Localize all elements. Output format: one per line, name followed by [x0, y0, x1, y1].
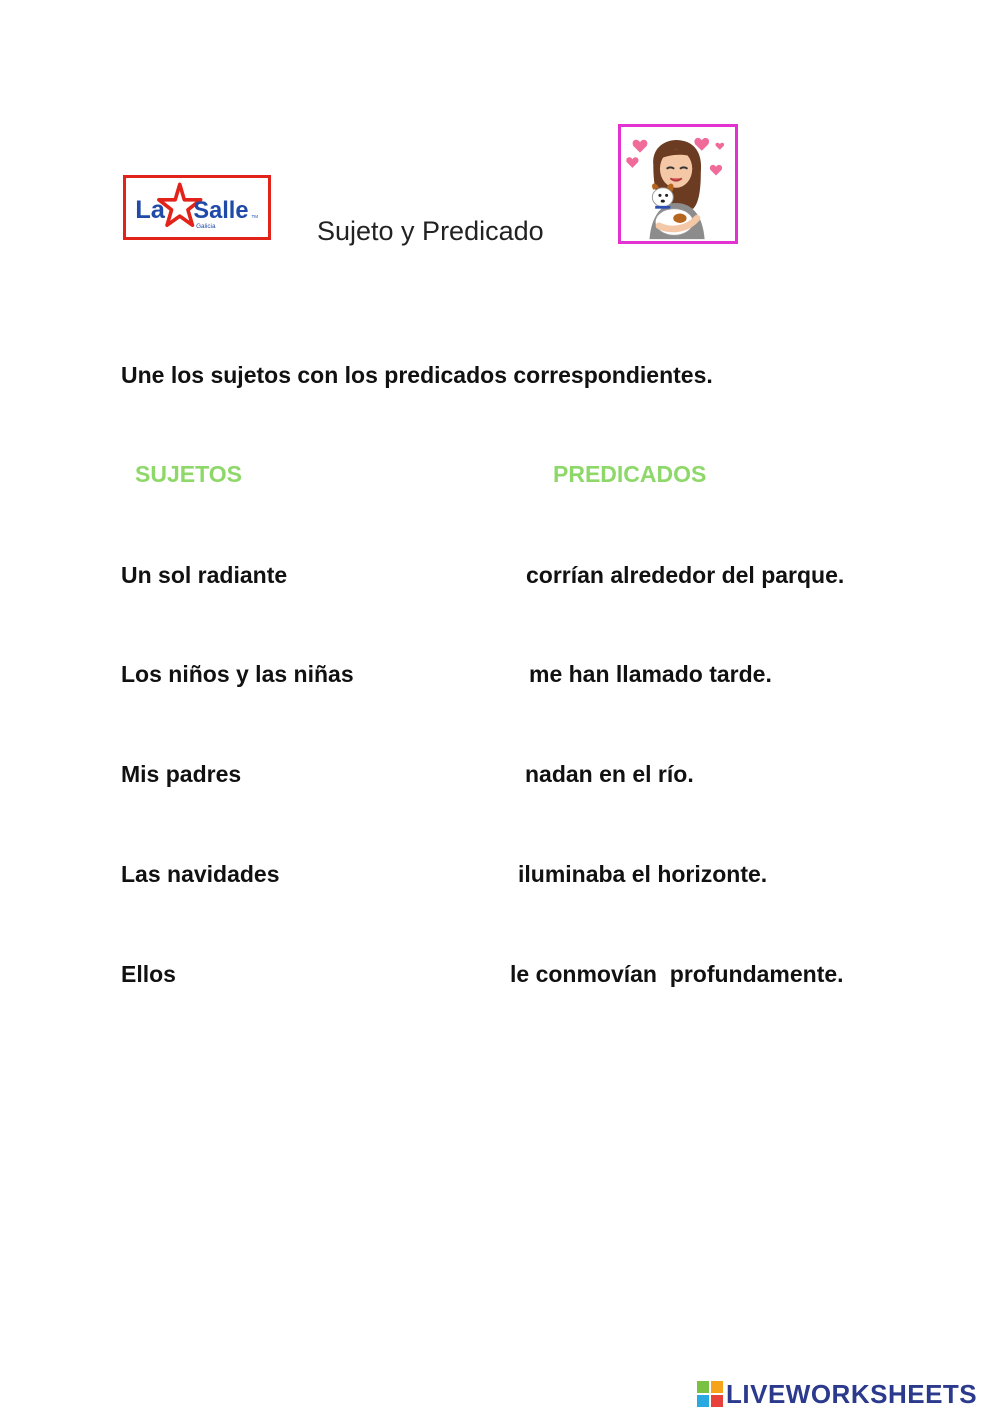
girl-hugging-dog-avatar-icon: [621, 127, 735, 241]
subject-item[interactable]: Ellos: [121, 961, 176, 987]
subjects-heading: SUJETOS: [135, 461, 242, 487]
subject-item[interactable]: Los niños y las niñas: [121, 661, 354, 687]
predicate-item[interactable]: me han llamado tarde.: [529, 661, 772, 687]
instruction-text: Une los sujetos con los predicados correspondientes.: [121, 362, 713, 388]
la-salle-logo-graphic: [126, 178, 268, 237]
avatar: [618, 124, 738, 244]
predicate-item[interactable]: nadan en el río.: [525, 761, 694, 787]
la-salle-logo: [123, 175, 271, 240]
logo-sub: Galicia: [196, 222, 216, 230]
predicate-item[interactable]: iluminaba el horizonte.: [518, 861, 768, 887]
subject-item[interactable]: Un sol radiante: [121, 562, 288, 588]
subject-item[interactable]: Las navidades: [121, 861, 280, 887]
brand-name: LIVEWORKSHEETS: [726, 1378, 978, 1409]
predicate-item[interactable]: corrían alrededor del parque.: [526, 562, 845, 588]
subject-item[interactable]: Mis padres: [121, 761, 242, 787]
logo-word-left: La: [135, 195, 165, 224]
logo-tm: TM: [251, 213, 258, 219]
liveworksheets-brand: [697, 1378, 977, 1410]
predicates-heading: PREDICADOS: [553, 461, 707, 487]
logo-word-right: Salle: [193, 197, 249, 224]
page-title: Sujeto y Predicado: [317, 216, 544, 246]
predicate-item[interactable]: le conmovían profundamente.: [510, 961, 844, 987]
liveworksheets-logo-icon: [697, 1381, 723, 1407]
